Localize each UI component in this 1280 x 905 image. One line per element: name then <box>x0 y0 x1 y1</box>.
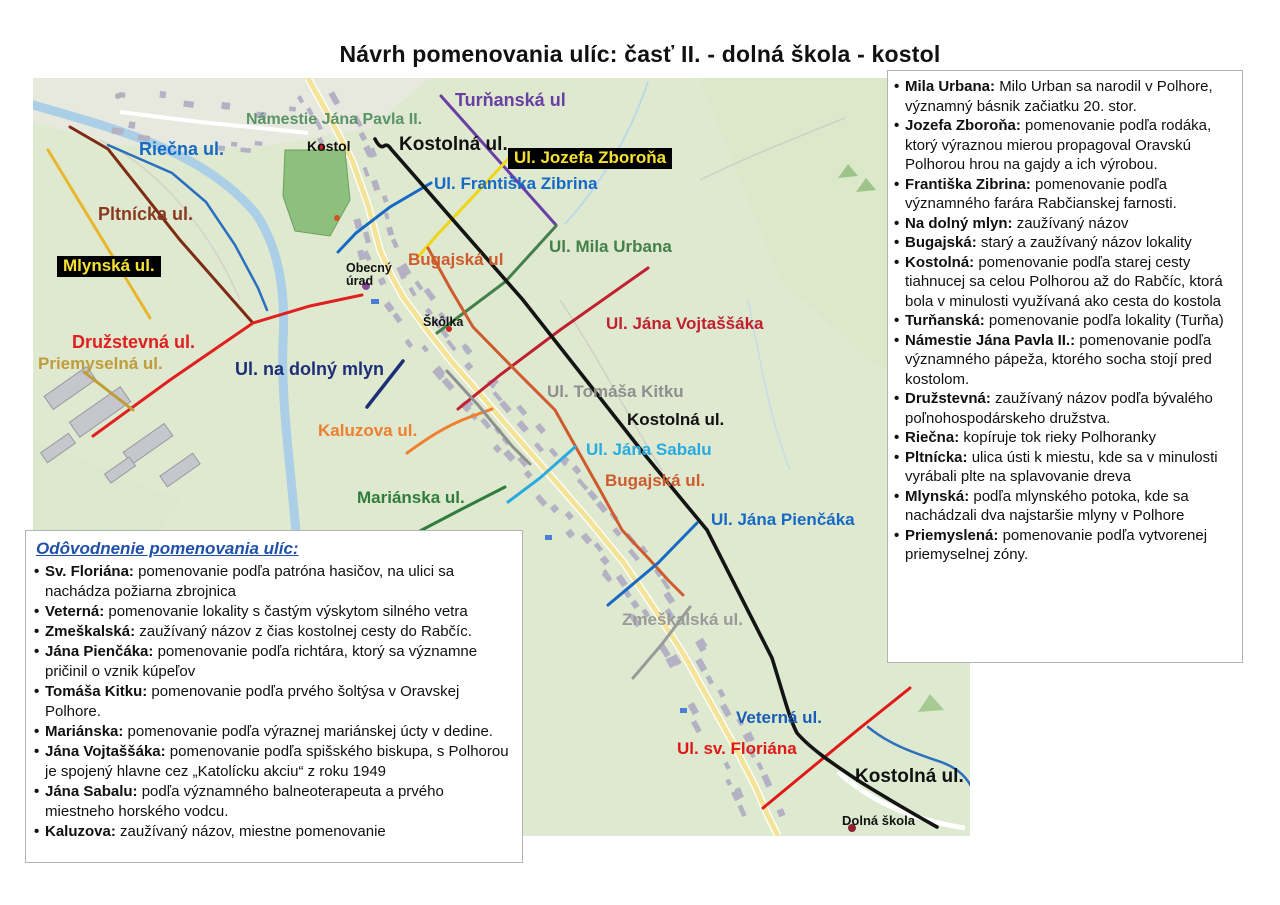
street-reason: zaužívaný názov podľa bývalého poľnohospodárskeho družstva. <box>905 390 1213 427</box>
riecna-label: Riečna ul. <box>139 139 225 159</box>
street-name: Na dolný mlyn: <box>905 214 1013 232</box>
street-reason: Milo Urban sa narodil v Polhore, významný básnik začiatku 20. stor. <box>905 78 1213 115</box>
page-title: Návrh pomenovania ulíc: časť II. - dolná škola - kostol <box>339 41 941 68</box>
street-reason: pomenovanie podľa patróna hasičov, na ulici sa nachádza požiarna zbrojnica <box>45 563 455 600</box>
street-name: Bugajská: <box>905 234 977 251</box>
street-name: Františka Zibrina: <box>905 175 1031 193</box>
street-reason: zaužívaný názov <box>1016 214 1129 232</box>
reason-item <box>894 428 1236 448</box>
street-reason: pomenovanie podľa lokality (Turňa) <box>988 312 1224 329</box>
namestie-jana-pavla-label: Námestie Jána Pavla II. <box>246 111 423 128</box>
street-reason: pomenovanie podľa významného farára Rabčianskej farnosti. <box>905 175 1177 212</box>
house <box>159 91 166 98</box>
reason-item <box>894 116 1236 175</box>
reason-item <box>34 562 514 602</box>
street-reason: podľa významného balneoterapeuta a prvého miestneho horského vodcu. <box>45 783 444 820</box>
info-marker <box>680 708 687 713</box>
pienczaka-label: Ul. Jána Pienčáka <box>711 510 855 529</box>
house <box>256 112 266 119</box>
street-name: Jána Pienčáka: <box>45 643 154 660</box>
reason-item <box>894 214 1236 234</box>
dolna-skola-label: Dolná škola <box>842 813 915 828</box>
house <box>289 106 296 111</box>
kostolna-mid-label: Kostolná ul. <box>627 410 725 429</box>
street-reason: pomenovanie podľa významného pápeža, ktorého socha stojí pred kostolom. <box>905 331 1212 388</box>
obecny-urad-label: Obecný úrad <box>346 261 392 289</box>
street-reason: podľa mlynského potoka, kde sa nachádzali dva najstaršie mlyny v Polhore <box>905 487 1189 524</box>
street-name: Mila Urbana: <box>905 78 996 95</box>
reason-item <box>34 782 514 822</box>
kitku-label: Ul. Tomáša Kitku <box>547 382 684 401</box>
street-name: Riečna: <box>905 429 960 446</box>
reason-item <box>894 448 1236 487</box>
info-marker <box>371 299 379 304</box>
street-name: Turňanská: <box>905 312 985 329</box>
reasons-list-right <box>894 77 1236 565</box>
reason-item <box>894 526 1236 565</box>
skolka-label: Škôlka <box>423 315 464 329</box>
house <box>218 145 225 151</box>
street-name: Jána Sabalu: <box>45 783 138 800</box>
street-name: Kaluzova: <box>45 823 116 840</box>
street-reason: kopíruje tok rieky Polhoranky <box>963 429 1156 446</box>
info-marker <box>545 535 552 540</box>
reason-item <box>34 642 514 682</box>
marianska-label: Mariánska ul. <box>357 488 465 507</box>
house <box>221 102 230 110</box>
pltnicka-label: Pltnícka ul. <box>98 204 194 224</box>
vojtassaka-label: Ul. Jána Vojtaššáka <box>606 314 764 333</box>
street-name: Sv. Floriána: <box>45 563 134 580</box>
street-name: Priemyslená: <box>905 526 999 544</box>
street-reason: zaužívaný názov, miestne pomenovanie <box>120 823 386 840</box>
municipal-office-marker <box>362 282 370 290</box>
reasons-panel-title: Odôvodnenie pomenovania ulíc: <box>36 539 299 558</box>
reason-item <box>894 253 1236 312</box>
street-name: Veterná: <box>45 603 105 620</box>
park-marker <box>334 215 340 221</box>
kaluzova-label: Kaluzova ul. <box>318 421 418 440</box>
street-name: Mariánska: <box>45 723 124 740</box>
street-name: Kostolná: <box>905 253 975 271</box>
street-reason: pomenovanie podľa richtára, ktorý sa významne pričinil o vznik kúpeľov <box>45 643 478 680</box>
street-reason: pomenovanie podľa starej cesty tiahnucej sa celou Polhorou až do Rabčíc, ktorá bola v minulosti využívaná ako cesta do kostola <box>905 253 1223 310</box>
reasons-list-left <box>34 562 514 842</box>
street-reason: zaužívaný názov z čias kostolnej cesty do Rabčíc. <box>139 623 472 640</box>
reason-item <box>34 622 514 642</box>
kostolna-bottom-label: Kostolná ul. <box>855 766 964 787</box>
priemyselna-label: Priemyselná ul. <box>38 354 163 373</box>
reason-item <box>34 682 514 722</box>
reason-item <box>894 175 1236 214</box>
zmeskalska-label: Zmeškalská ul. <box>622 610 743 629</box>
zibrina-label: Ul. Františka Zibrina <box>434 174 598 193</box>
house <box>255 141 263 146</box>
church-marker <box>319 144 325 150</box>
street-name: Námestie Jána Pavla II.: <box>905 331 1076 349</box>
reasons-panel-right <box>887 70 1243 663</box>
street-name: Jozefa Zboroňa: <box>905 117 1021 134</box>
reason-item <box>34 602 514 622</box>
reason-item <box>894 331 1236 390</box>
street-reason: pomenovanie podľa prvého šoltýsa v Oravskej Polhore. <box>45 683 460 720</box>
street-reason: starý a zaužívaný názov lokality <box>980 234 1192 251</box>
house <box>183 101 194 108</box>
house <box>128 121 135 128</box>
poi-dot <box>115 93 121 99</box>
street-name: Mlynská: <box>905 487 970 505</box>
sabalu-label: Ul. Jána Sabalu <box>586 440 712 459</box>
house <box>231 142 238 147</box>
street-name: Pltnícka: <box>905 448 968 466</box>
bugajska-mid-label: Bugajská ul. <box>605 471 706 490</box>
reason-item <box>894 487 1236 526</box>
reasons-panel-left <box>25 530 523 863</box>
reason-item <box>894 77 1236 116</box>
floriana-label: Ul. sv. Floriána <box>677 739 797 758</box>
street-reason: pomenovanie podľa výraznej mariánskej úcty v dedine. <box>127 723 493 740</box>
street-reason: pomenovanie podľa spišského biskupa, s Polhorou je spojený hlavne cez „Katolícku akciu“ z roku 1949 <box>45 743 509 780</box>
street-reason: ulica ústi k miestu, kde sa v minulosti vyrábali plte na splavovanie dreva <box>905 448 1218 485</box>
street-name: Družstevná: <box>905 390 991 407</box>
street-reason: pomenovanie podľa vytvorenej priemyselnej zóny. <box>905 526 1208 563</box>
bugajska-top-label: Bugajská ul <box>408 250 504 269</box>
school-marker <box>848 824 856 832</box>
reason-item <box>894 233 1236 253</box>
mila-urbana-label: Ul. Mila Urbana <box>549 237 672 256</box>
reason-item <box>34 722 514 742</box>
street-reason: pomenovanie lokality s častým výskytom silného vetra <box>108 603 468 620</box>
reason-item <box>894 389 1236 428</box>
veterna-label: Veterná ul. <box>736 708 822 727</box>
kostol-label: Kostol <box>307 138 351 154</box>
kostolna-top-label: Kostolná ul. <box>399 134 508 155</box>
reason-item <box>34 822 514 842</box>
turnanska-label: Turňanská ul <box>455 90 566 110</box>
reason-item <box>894 311 1236 331</box>
mlynska-label: Mlynská ul. <box>57 256 161 277</box>
zborona-label: Ul. Jozefa Zboroňa <box>508 148 672 169</box>
reason-item <box>34 742 514 782</box>
street-name: Zmeškalská: <box>45 623 136 640</box>
druzstevna-label: Družstevná ul. <box>72 332 196 352</box>
street-name: Tomáša Kitku: <box>45 683 148 700</box>
na-dolny-mlyn-label: Ul. na dolný mlyn <box>235 359 385 379</box>
street-reason: pomenovanie podľa rodáka, ktorý výraznou mierou propagoval Oravskú Polhorou hrou na gajdy a ich výrobou. <box>905 117 1212 173</box>
street-name: Jána Vojtaššáka: <box>45 743 166 760</box>
